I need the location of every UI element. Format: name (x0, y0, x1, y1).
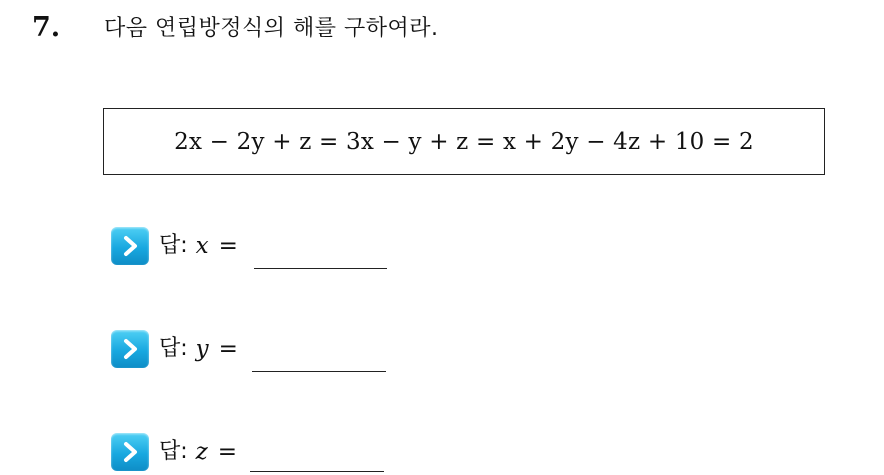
answer-row-y (111, 329, 238, 369)
equals-sign: = (217, 439, 238, 465)
equation-text: 2x − 2y + z = 3x − y + z = x + 2y − 4z + 10 = 2 (174, 128, 754, 155)
equals-sign: = (218, 233, 238, 259)
answer-blank-y[interactable] (252, 371, 386, 372)
answer-variable: x (195, 233, 209, 259)
answer-variable: z (195, 439, 208, 465)
equation-box (103, 108, 825, 175)
answer-label: 답: (159, 439, 188, 464)
answer-label: 답: (159, 233, 188, 258)
chevron-right-icon (111, 330, 149, 368)
answer-label: 답: (159, 336, 188, 361)
equals-sign: = (218, 336, 238, 362)
answer-blank-x[interactable] (254, 268, 387, 269)
answer-row-z (111, 432, 237, 472)
answer-variable: y (195, 336, 209, 362)
question-number: 7. (32, 12, 61, 43)
answer-blank-z[interactable] (250, 471, 384, 472)
chevron-right-icon (111, 433, 149, 471)
question-prompt: 다음 연립방정식의 해를 구하여라. (104, 16, 439, 41)
chevron-right-icon (111, 227, 149, 265)
answer-row-x (111, 226, 238, 266)
